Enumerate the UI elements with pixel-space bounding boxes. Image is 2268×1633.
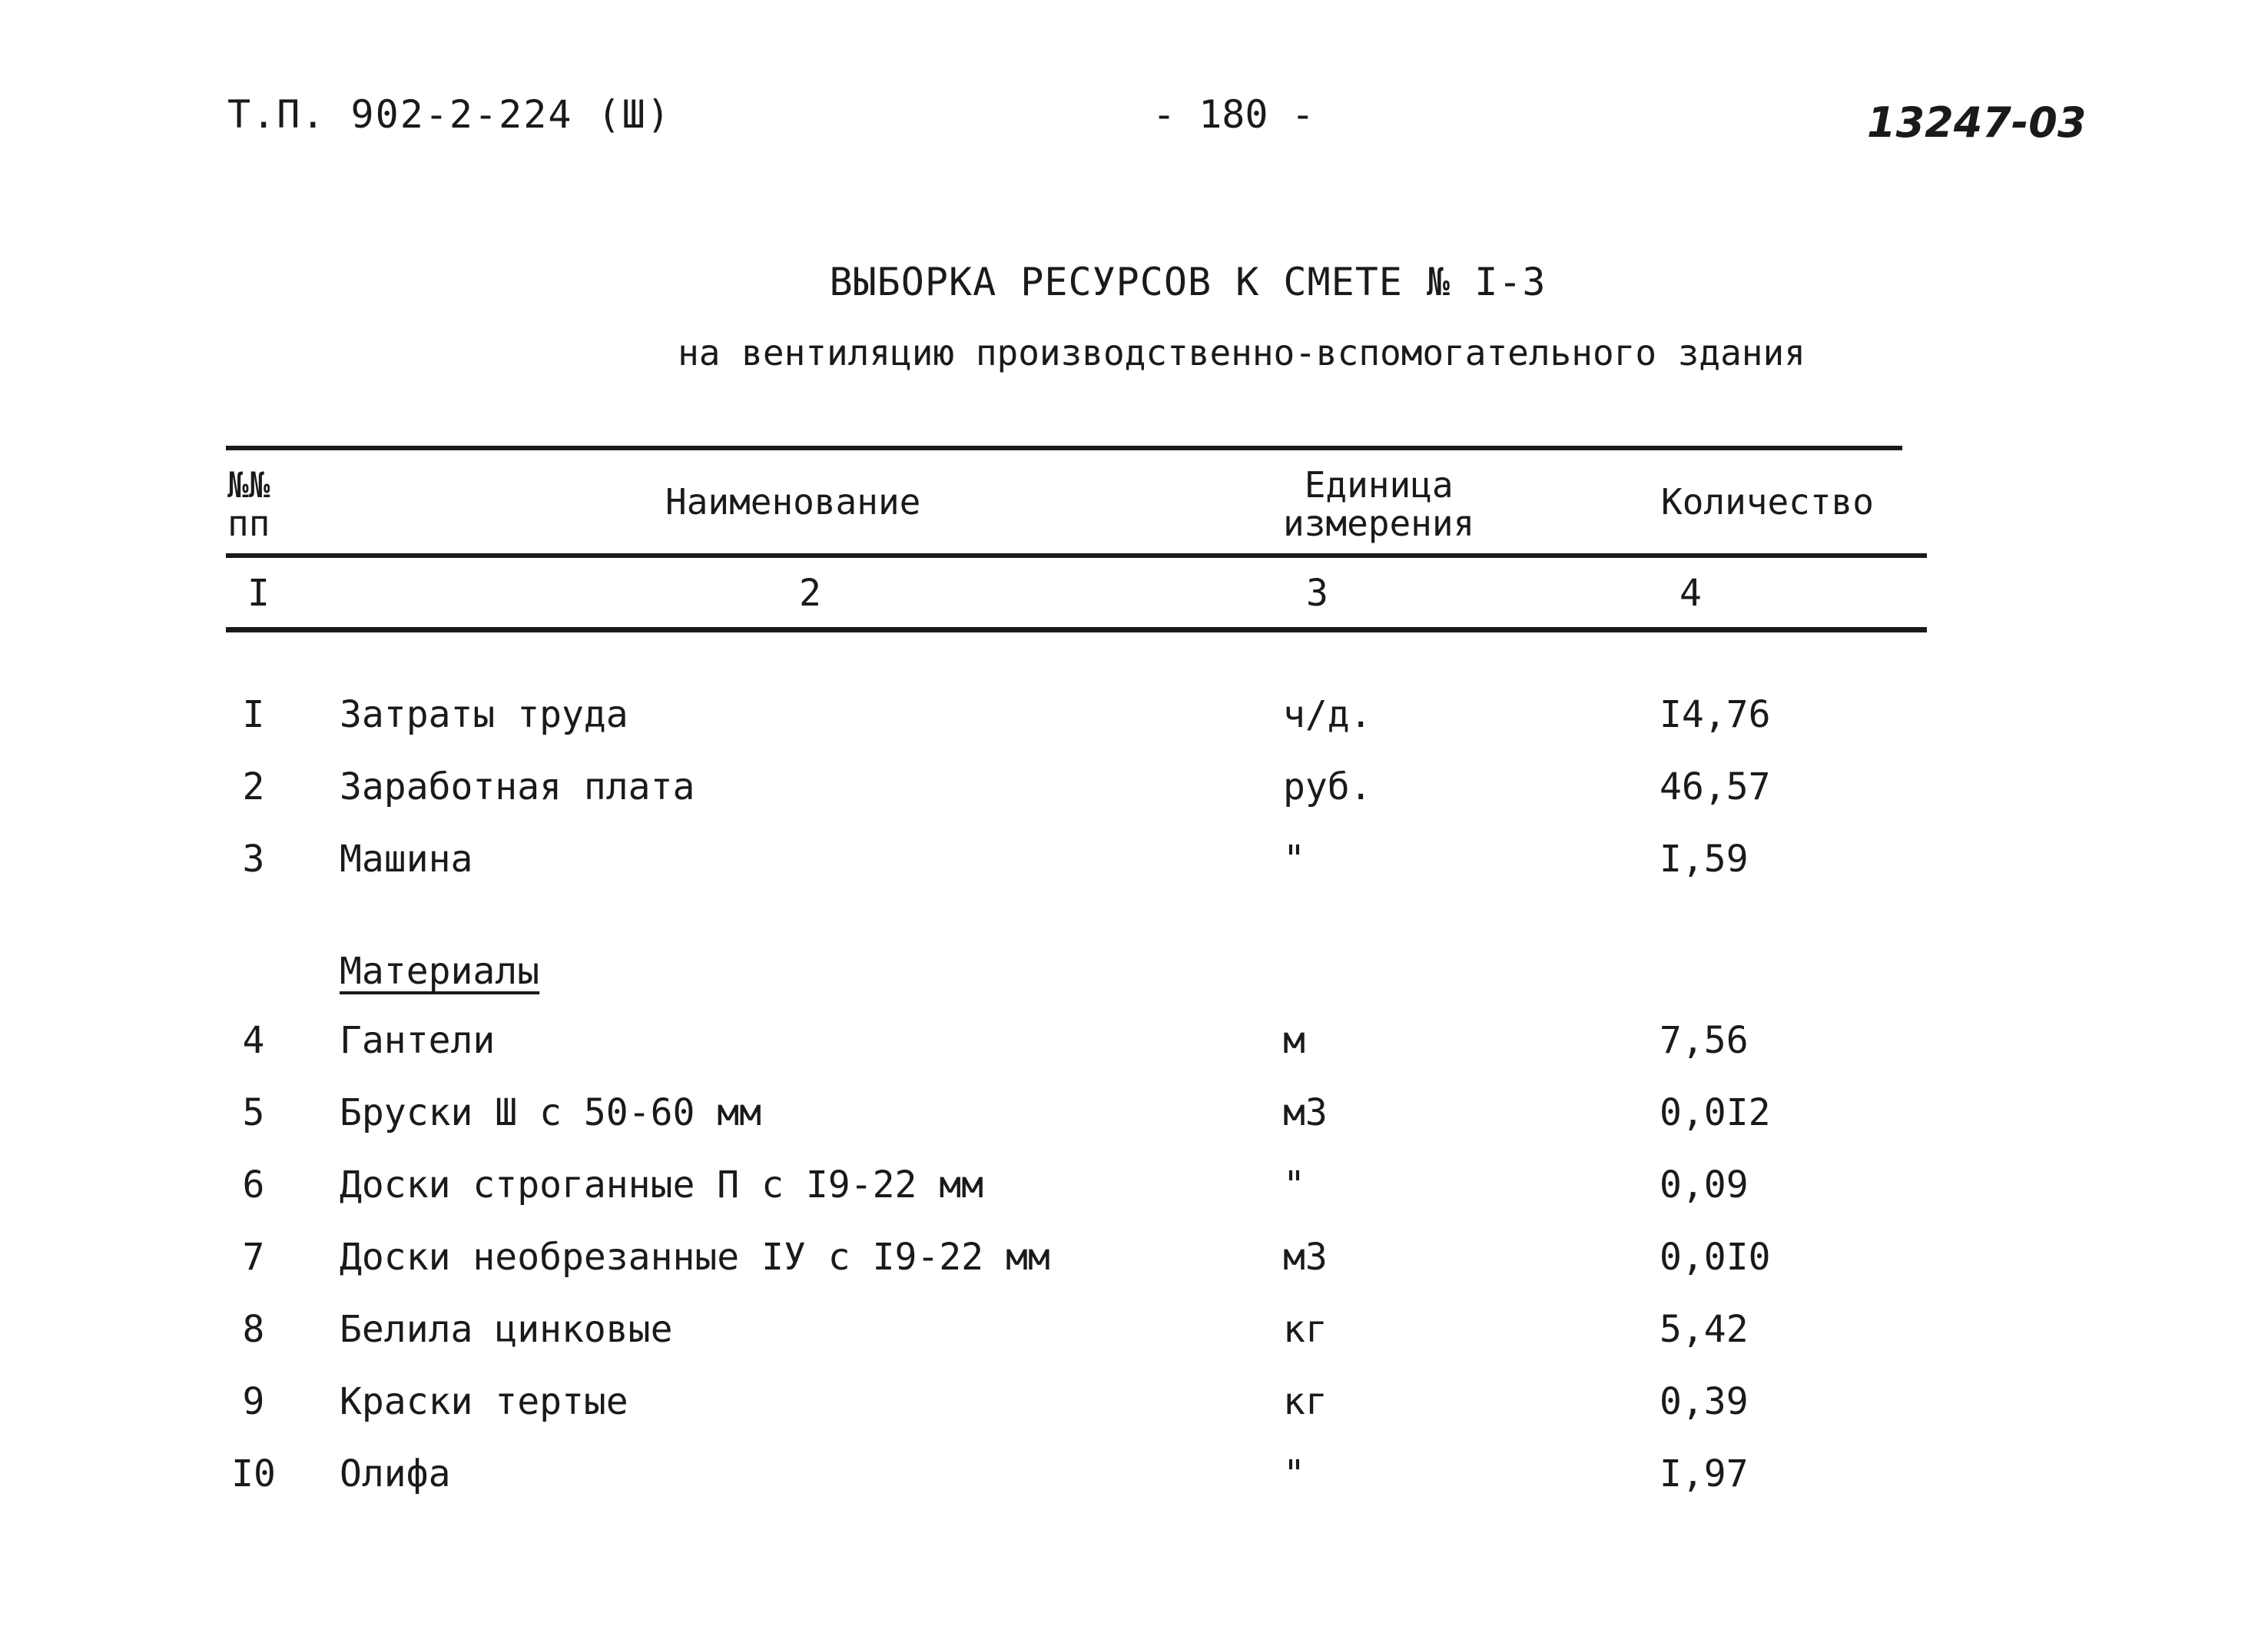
header-name: Наименование	[665, 481, 921, 523]
row-name: Краски тертые	[340, 1380, 628, 1423]
row-number: 4	[242, 1019, 265, 1062]
page-number: - 180 -	[1152, 92, 1315, 137]
column-number-1: I	[247, 572, 270, 615]
table-row	[0, 693, 2268, 755]
header-divider-rule	[226, 553, 1927, 558]
row-number: 6	[242, 1163, 265, 1206]
row-quantity: 0,0I2	[1660, 1091, 1771, 1134]
row-name: Доски необрезанные IУ с I9-22 мм	[340, 1236, 1050, 1279]
row-number: I0	[231, 1452, 276, 1495]
row-unit: м3	[1283, 1236, 1328, 1279]
header-quantity: Количество	[1661, 481, 1874, 523]
column-number-2: 2	[799, 572, 821, 615]
row-quantity: 0,09	[1660, 1163, 1749, 1206]
row-name: Доски строганные П с I9-22 мм	[340, 1163, 984, 1206]
row-quantity: 0,0I0	[1660, 1236, 1771, 1279]
table-row	[0, 765, 2268, 827]
row-name: Белила цинковые	[340, 1308, 673, 1351]
materials-heading: Материалы	[340, 950, 540, 993]
table-row	[0, 1308, 2268, 1369]
row-unit: м	[1283, 1019, 1305, 1062]
table-row	[0, 838, 2268, 899]
row-unit: кг	[1283, 1380, 1328, 1423]
row-quantity: 5,42	[1660, 1308, 1749, 1351]
document-code: Т.П. 902-2-224 (Ш)	[227, 92, 671, 137]
row-number: 7	[242, 1236, 265, 1279]
table-row	[0, 1380, 2268, 1442]
table-row	[0, 1163, 2268, 1225]
row-unit: кг	[1283, 1308, 1328, 1351]
header-unit	[1283, 466, 1474, 543]
row-quantity: 7,56	[1660, 1019, 1749, 1062]
document-title: ВЫБОРКА РЕСУРСОВ К СМЕТЕ № I-3	[829, 260, 1547, 304]
header-num	[227, 466, 270, 543]
row-number: 5	[242, 1091, 265, 1134]
row-name: Олифа	[340, 1452, 451, 1495]
row-unit: "	[1283, 1452, 1305, 1495]
row-unit: м3	[1283, 1091, 1328, 1134]
row-unit: "	[1283, 1163, 1305, 1206]
table-body-rule	[226, 627, 1927, 632]
row-quantity: I,97	[1660, 1452, 1749, 1495]
row-quantity: 46,57	[1660, 765, 1771, 808]
document-subtitle: на вентиляцию производственно-вспомогательного здания	[678, 332, 1805, 373]
row-name: Машина	[340, 838, 473, 881]
row-number: I	[242, 693, 265, 736]
row-name: Затраты труда	[340, 693, 628, 736]
row-unit: "	[1283, 838, 1305, 881]
header-num-line2: пп	[227, 503, 270, 544]
table-top-rule	[226, 446, 1902, 450]
row-quantity: I4,76	[1660, 693, 1771, 736]
row-number: 9	[242, 1380, 265, 1423]
row-number: 3	[242, 838, 265, 881]
handwritten-number: 13247-03	[1867, 98, 2087, 147]
row-unit: руб.	[1283, 765, 1372, 808]
row-name: Гантели	[340, 1019, 496, 1062]
row-quantity: 0,39	[1660, 1380, 1749, 1423]
row-name: Заработная плата	[340, 765, 695, 808]
table-row	[0, 1236, 2268, 1297]
row-number: 8	[242, 1308, 265, 1351]
header-unit-line2: измерения	[1283, 503, 1475, 544]
table-row	[0, 1452, 2268, 1514]
row-name: Бруски Ш с 50-60 мм	[340, 1091, 762, 1134]
table-row	[0, 1019, 2268, 1080]
header-unit-line1: Единица	[1304, 464, 1454, 506]
row-quantity: I,59	[1660, 838, 1749, 881]
column-number-4: 4	[1679, 572, 1702, 615]
column-number-3: 3	[1306, 572, 1328, 615]
row-unit: ч/д.	[1283, 693, 1372, 736]
row-number: 2	[242, 765, 265, 808]
table-row	[0, 1091, 2268, 1153]
header-num-line1: №№	[227, 464, 270, 506]
